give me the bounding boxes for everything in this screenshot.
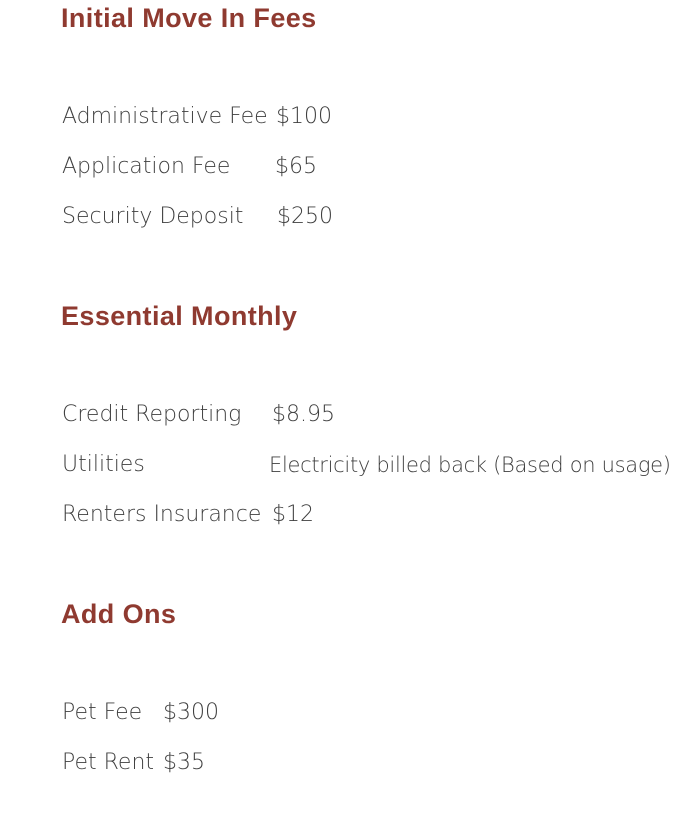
section-title-initial-move-in-fees: Initial Move In Fees [61, 3, 317, 33]
fee-value: Electricity billed back (Based on usage) [269, 453, 671, 477]
fee-label: Application Fee [62, 154, 231, 179]
fee-label: Utilities [62, 452, 145, 477]
fee-value: $8.95 [272, 402, 335, 427]
fee-value: $65 [275, 154, 317, 179]
section-title-essential-monthly: Essential Monthly [61, 301, 298, 331]
fee-label: Security Deposit [62, 204, 244, 229]
fee-value: $35 [163, 750, 205, 775]
fee-label: Pet Rent [62, 750, 155, 775]
fee-value: $250 [277, 204, 333, 229]
fee-value: $12 [272, 502, 314, 527]
fee-label: Renters Insurance [62, 502, 262, 527]
fee-value: $300 [163, 700, 219, 725]
fee-value: $100 [276, 104, 332, 129]
fee-label: Credit Reporting [62, 402, 242, 427]
fee-label: Pet Fee [62, 700, 143, 725]
section-title-add-ons: Add Ons [61, 599, 177, 629]
fee-label: Administrative Fee [62, 104, 268, 129]
